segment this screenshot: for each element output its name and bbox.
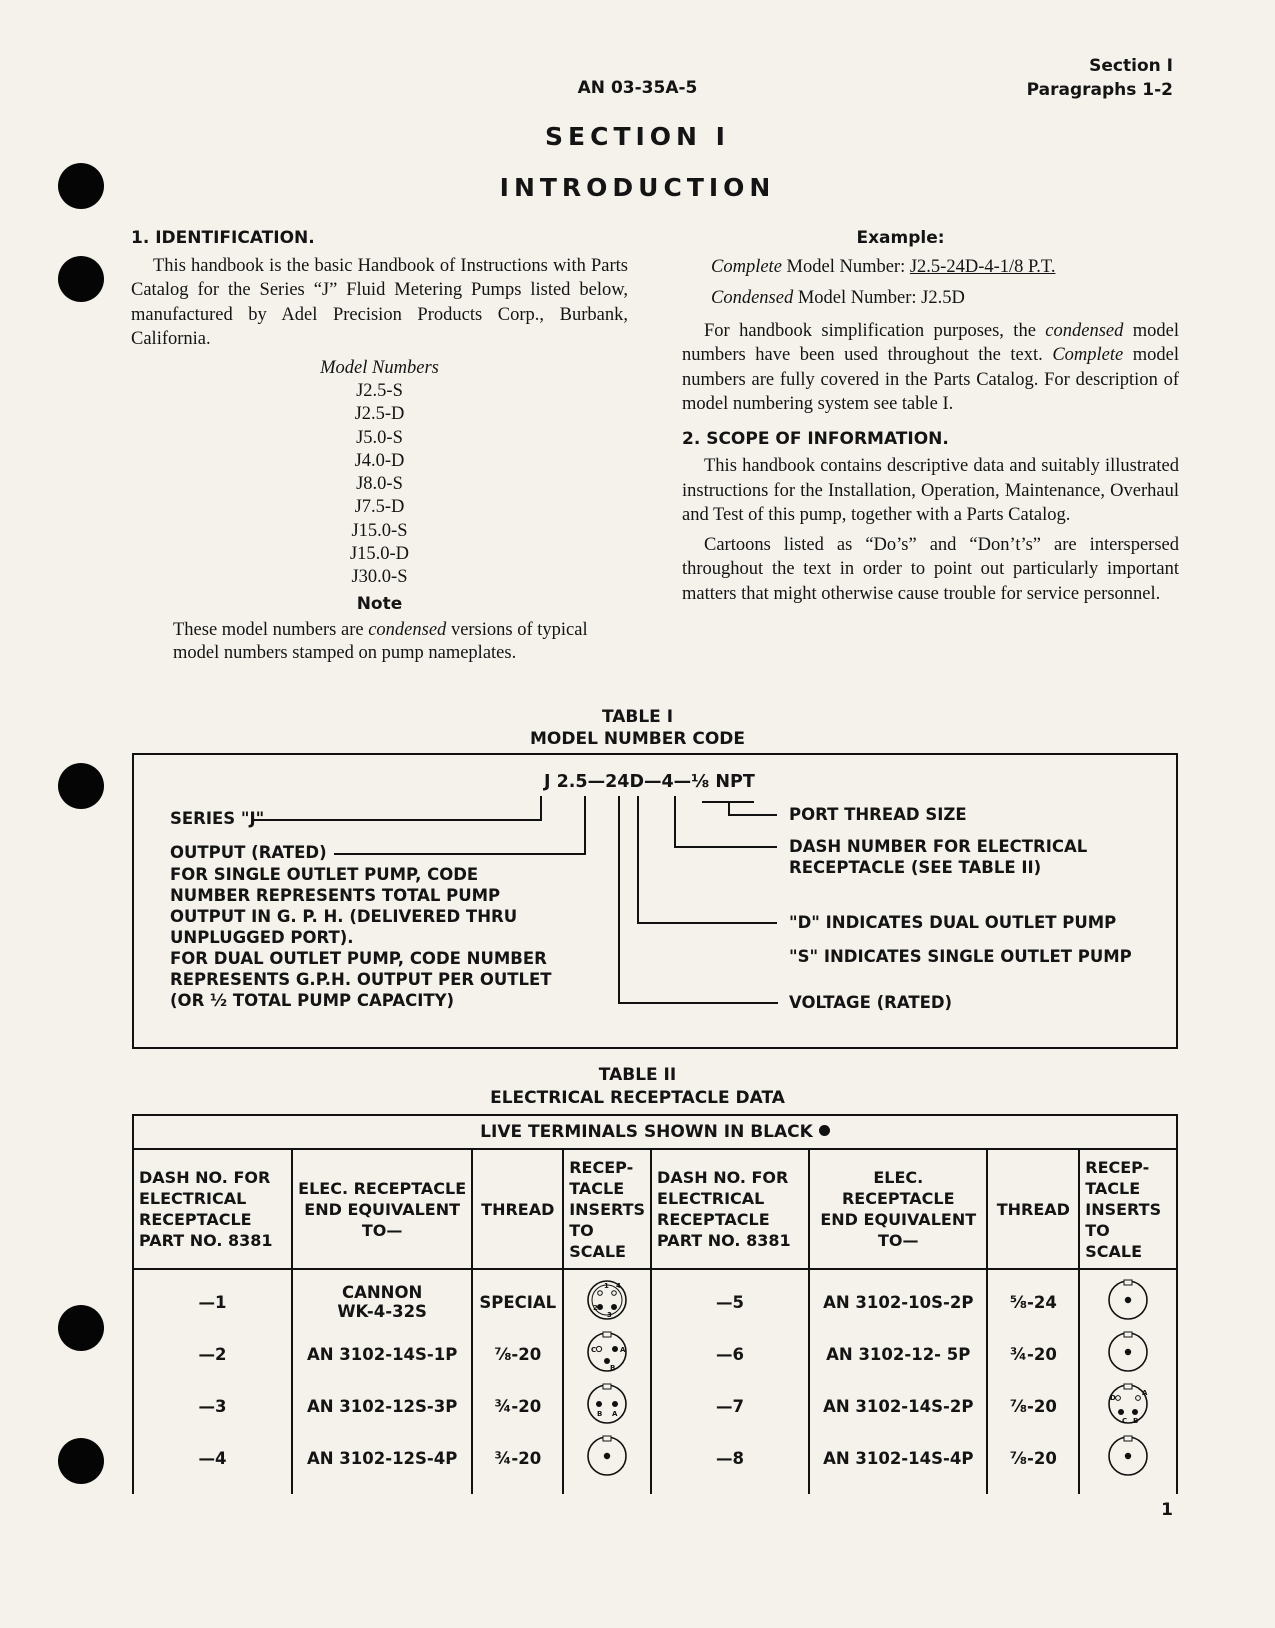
output-description-line: OUTPUT IN G. P. H. (DELIVERED THRU [170,907,518,926]
elec-receptacle-cell [292,1328,472,1380]
elec-receptacle-cell [292,1432,472,1494]
header-line: TO— [877,1231,919,1250]
leader-line [674,796,676,848]
section-title: SECTION I [545,122,730,151]
table2-body [133,1269,1177,1494]
identification-heading: 1. IDENTIFICATION. [131,228,315,248]
receptacle-insert-icon [1102,1381,1154,1427]
table-row [133,1269,1177,1328]
header-section: Section I [1089,56,1173,76]
header-line: TO [1085,1220,1110,1240]
table1-subtitle: MODEL NUMBER CODE [529,729,746,749]
svg-text:A: A [612,1410,618,1418]
header-line: END EQUIVALENT [304,1199,461,1219]
header-doc-number: AN 03-35A-5 [577,78,698,98]
example-condensed [682,286,1179,311]
electrical-receptacle-table [132,1114,1178,1494]
elec-receptacle-cell [292,1380,472,1432]
complete-value: J2.5-24D-4-1/8 P.T. [909,256,1056,277]
dash-number-label-1: DASH NUMBER FOR ELECTRICAL [789,837,1088,856]
thread-cell: ⅝-24 [987,1269,1079,1328]
header-line: RECEPTACLE [657,1210,770,1229]
dash-number-cell: —5 [651,1269,809,1328]
thread-cell: ⅞-20 [472,1328,563,1380]
table2-title: TABLE II [598,1065,677,1085]
example-heading: Example: [856,228,945,248]
svg-text:C: C [1122,1417,1128,1425]
dash-number-cell: —4 [133,1432,292,1494]
thread-cell: ¾-20 [472,1432,563,1494]
model-number-item: J7.5-D [354,497,405,518]
model-number-item: J5.0-S [356,427,403,448]
header-line: TO [569,1220,594,1240]
header-line: TACLE [569,1178,625,1198]
binder-hole [58,1438,104,1484]
leader-line [254,819,542,821]
header-line: END EQUIVALENT [820,1210,977,1229]
para-text: model numbers are fully covered in the Parts Catalog. For description of model numbering system see table I. [682,345,1180,414]
para-italic: condensed [1045,320,1124,341]
header-line: INSERTS [1085,1199,1162,1219]
insert-cell [563,1269,651,1328]
model-number-item: J8.0-S [356,474,403,495]
header-line: RECEP- [569,1157,634,1177]
model-number-item: J15.0-D [349,544,410,565]
left-column [131,226,628,665]
header-line: ELECTRICAL [139,1189,247,1208]
live-terminals-label: LIVE TERMINALS SHOWN IN BLACK [480,1121,813,1142]
thread-cell: ⅞-20 [987,1432,1079,1494]
scope-heading: 2. SCOPE OF INFORMATION. [682,428,949,449]
svg-text:4: 4 [616,1282,621,1290]
simplification-paragraph [682,319,1179,417]
model-number-item: J2.5-S [356,381,403,401]
svg-text:3: 3 [607,1311,612,1319]
col-elec-left [292,1149,472,1269]
identification-body: This handbook is the basic Handbook of Instructions with Parts Catalog for the Series “J” Fluid Metering Pumps listed below, manufactured by Adel Precision Products Corp., Burbank, California. [131,255,628,349]
elec-receptacle-line: AN 3102-14S-1P [306,1344,458,1364]
header-line: PART NO. 8381 [139,1231,273,1250]
output-description-line: FOR DUAL OUTLET PUMP, CODE NUMBER [170,949,547,968]
port-thread-label: PORT THREAD SIZE [789,805,967,824]
right-column [682,226,1179,606]
single-outlet-label: "S" INDICATES SINGLE OUTLET PUMP [789,947,1132,966]
elec-receptacle-line: AN 3102-12S-4P [306,1448,458,1468]
condensed-value: J2.5D [921,288,965,308]
svg-text:D: D [1110,1394,1116,1402]
condensed-rest: Model Number: [793,288,922,308]
header-paragraphs: Paragraphs 1-2 [1026,80,1173,100]
black-dot-icon [819,1125,830,1136]
header-line: INSERTS [569,1199,646,1219]
complete-rest: Model Number: [781,256,910,277]
output-heading: OUTPUT (RATED) [170,843,327,862]
binder-hole [58,763,104,809]
elec-receptacle-cell: AN 3102-10S-2P [809,1269,987,1328]
elec-receptacle-cell [292,1269,472,1328]
leader-line [728,814,777,816]
para-text: For handbook simplification purposes, the [704,320,1046,341]
elec-receptacle-cell: AN 3102-14S-4P [809,1432,987,1494]
col-recep-right [1079,1149,1177,1269]
page-number: 1 [1161,1500,1173,1520]
elec-receptacle-line: AN 3102-12S-3P [306,1396,458,1416]
para-text: model numbers have been used throughout the text. [682,320,1179,365]
live-terminals-row [133,1115,1177,1149]
note-body [131,619,628,665]
svg-text:A: A [620,1346,626,1354]
output-description-line: REPRESENTS G.P.H. OUTPUT PER OUTLET [170,970,552,989]
dash-number-cell: —1 [133,1269,292,1328]
binder-hole [58,1305,104,1351]
insert-cell [563,1380,651,1432]
elec-receptacle-cell: AN 3102-14S-2P [809,1380,987,1432]
insert-cell [563,1328,651,1380]
scope-paragraph-2: Cartoons listed as “Do’s” and “Don’t’s” are interspersed throughout the text in order to point out particularly important matters that might otherwise cause trouble for service personnel. [682,534,1179,604]
table-row [133,1328,1177,1380]
thread-cell: ¾-20 [472,1380,563,1432]
insert-cell [1079,1328,1177,1380]
header-line: DASH NO. FOR [657,1168,789,1187]
svg-text:1: 1 [604,1282,609,1290]
leader-line [674,846,777,848]
leader-line [637,922,777,924]
complete-label: Complete [711,256,782,277]
receptacle-insert-icon [581,1433,633,1479]
binder-hole [58,256,104,302]
svg-text:B: B [610,1364,616,1372]
col-dash-left [133,1149,292,1269]
output-description-line: FOR SINGLE OUTLET PUMP, CODE [170,865,479,884]
col-elec-right [809,1149,987,1269]
dual-outlet-label: "D" INDICATES DUAL OUTLET PUMP [789,913,1117,932]
note-text-end: versions of typical model numbers stamped on pump nameplates. [173,620,588,664]
model-number-item: J4.0-D [354,450,405,471]
thread-cell: SPECIAL [472,1269,563,1328]
models-heading: Model Numbers [320,357,439,378]
svg-text:C: C [591,1346,597,1354]
output-description-line: NUMBER REPRESENTS TOTAL PUMP [170,886,501,905]
leader-line [584,796,586,855]
col-thread-right: THREAD [987,1149,1079,1269]
receptacle-insert-icon [1102,1329,1154,1375]
model-code: J 2.5—24D—4—⅛ NPT [544,772,755,792]
header-line: SCALE [1085,1241,1143,1261]
dash-number-cell: —3 [133,1380,292,1432]
elec-receptacle-cell: AN 3102-12- 5P [809,1328,987,1380]
note-heading: Note [356,593,403,614]
example-complete [682,255,1179,280]
dash-number-label-2: RECEPTACLE (SEE TABLE II) [789,858,1042,877]
condensed-label: Condensed [711,288,794,308]
output-description-line: (OR ½ TOTAL PUMP CAPACITY) [170,991,455,1010]
leader-line [540,796,542,820]
dash-number-cell: —8 [651,1432,809,1494]
model-number-item: J2.5-D [354,404,405,425]
receptacle-insert-icon [581,1381,633,1427]
insert-cell [1079,1380,1177,1432]
svg-text:B: B [597,1410,603,1418]
table2-subtitle: ELECTRICAL RECEPTACLE DATA [490,1088,785,1108]
header-line: RECEPTACLE [139,1210,252,1229]
svg-text:2: 2 [593,1304,598,1312]
note-text: These model numbers are [173,620,369,641]
col-recep-left [563,1149,651,1269]
receptacle-insert-icon [581,1329,633,1375]
header-line: ELEC. RECEPTACLE [298,1178,467,1198]
insert-cell [563,1432,651,1494]
leader-line [618,796,620,1004]
table2-header-row [133,1149,1177,1269]
receptacle-insert-icon [1102,1433,1154,1479]
note-italic: condensed [368,620,447,641]
dash-number-cell: —2 [133,1328,292,1380]
voltage-label: VOLTAGE (RATED) [789,993,953,1012]
col-thread-left: THREAD [472,1149,563,1269]
insert-cell [1079,1432,1177,1494]
svg-text:A: A [1142,1389,1148,1397]
output-description [170,864,552,1011]
section-name: INTRODUCTION [499,173,776,202]
svg-text:B: B [1133,1417,1139,1425]
output-description-line: UNPLUGGED PORT). [170,928,354,947]
dash-number-cell: —7 [651,1380,809,1432]
receptacle-insert-icon [1102,1277,1154,1323]
model-number-code-box [132,753,1178,1049]
header-line: ELEC. RECEPTACLE [841,1168,955,1208]
col-dash-right [651,1149,809,1269]
table-row [133,1432,1177,1494]
leader-line [334,853,586,855]
leader-line [618,1002,778,1004]
series-label: SERIES "J" [170,809,265,828]
thread-cell: ⅞-20 [987,1380,1079,1432]
model-number-item: J15.0-S [351,520,408,541]
header-line: RECEP- [1085,1157,1150,1177]
leader-line [637,796,639,924]
receptacle-insert-icon [581,1277,633,1323]
header-line: TACLE [1085,1178,1141,1198]
dash-number-cell: —6 [651,1328,809,1380]
header-line: SCALE [569,1241,626,1261]
header-line: PART NO. 8381 [657,1231,791,1250]
para-italic: Complete [1052,345,1124,365]
table1-title: TABLE I [601,707,674,727]
models-list [131,380,628,590]
table-row [133,1380,1177,1432]
elec-receptacle-line: WK-4-32S [337,1302,427,1321]
header-line: TO— [361,1220,403,1240]
thread-cell: ¾-20 [987,1328,1079,1380]
model-number-item: J30.0-S [351,567,408,588]
elec-receptacle-line: CANNON [341,1283,423,1302]
header-line: ELECTRICAL [657,1189,765,1208]
scope-paragraph-1: This handbook contains descriptive data and suitably illustrated instructions for the Installation, Operation, Maintenance, Overhaul and Test of this pump, together with a Parts Catalog. [682,456,1179,525]
insert-cell [1079,1269,1177,1328]
header-line: DASH NO. FOR [139,1168,271,1187]
